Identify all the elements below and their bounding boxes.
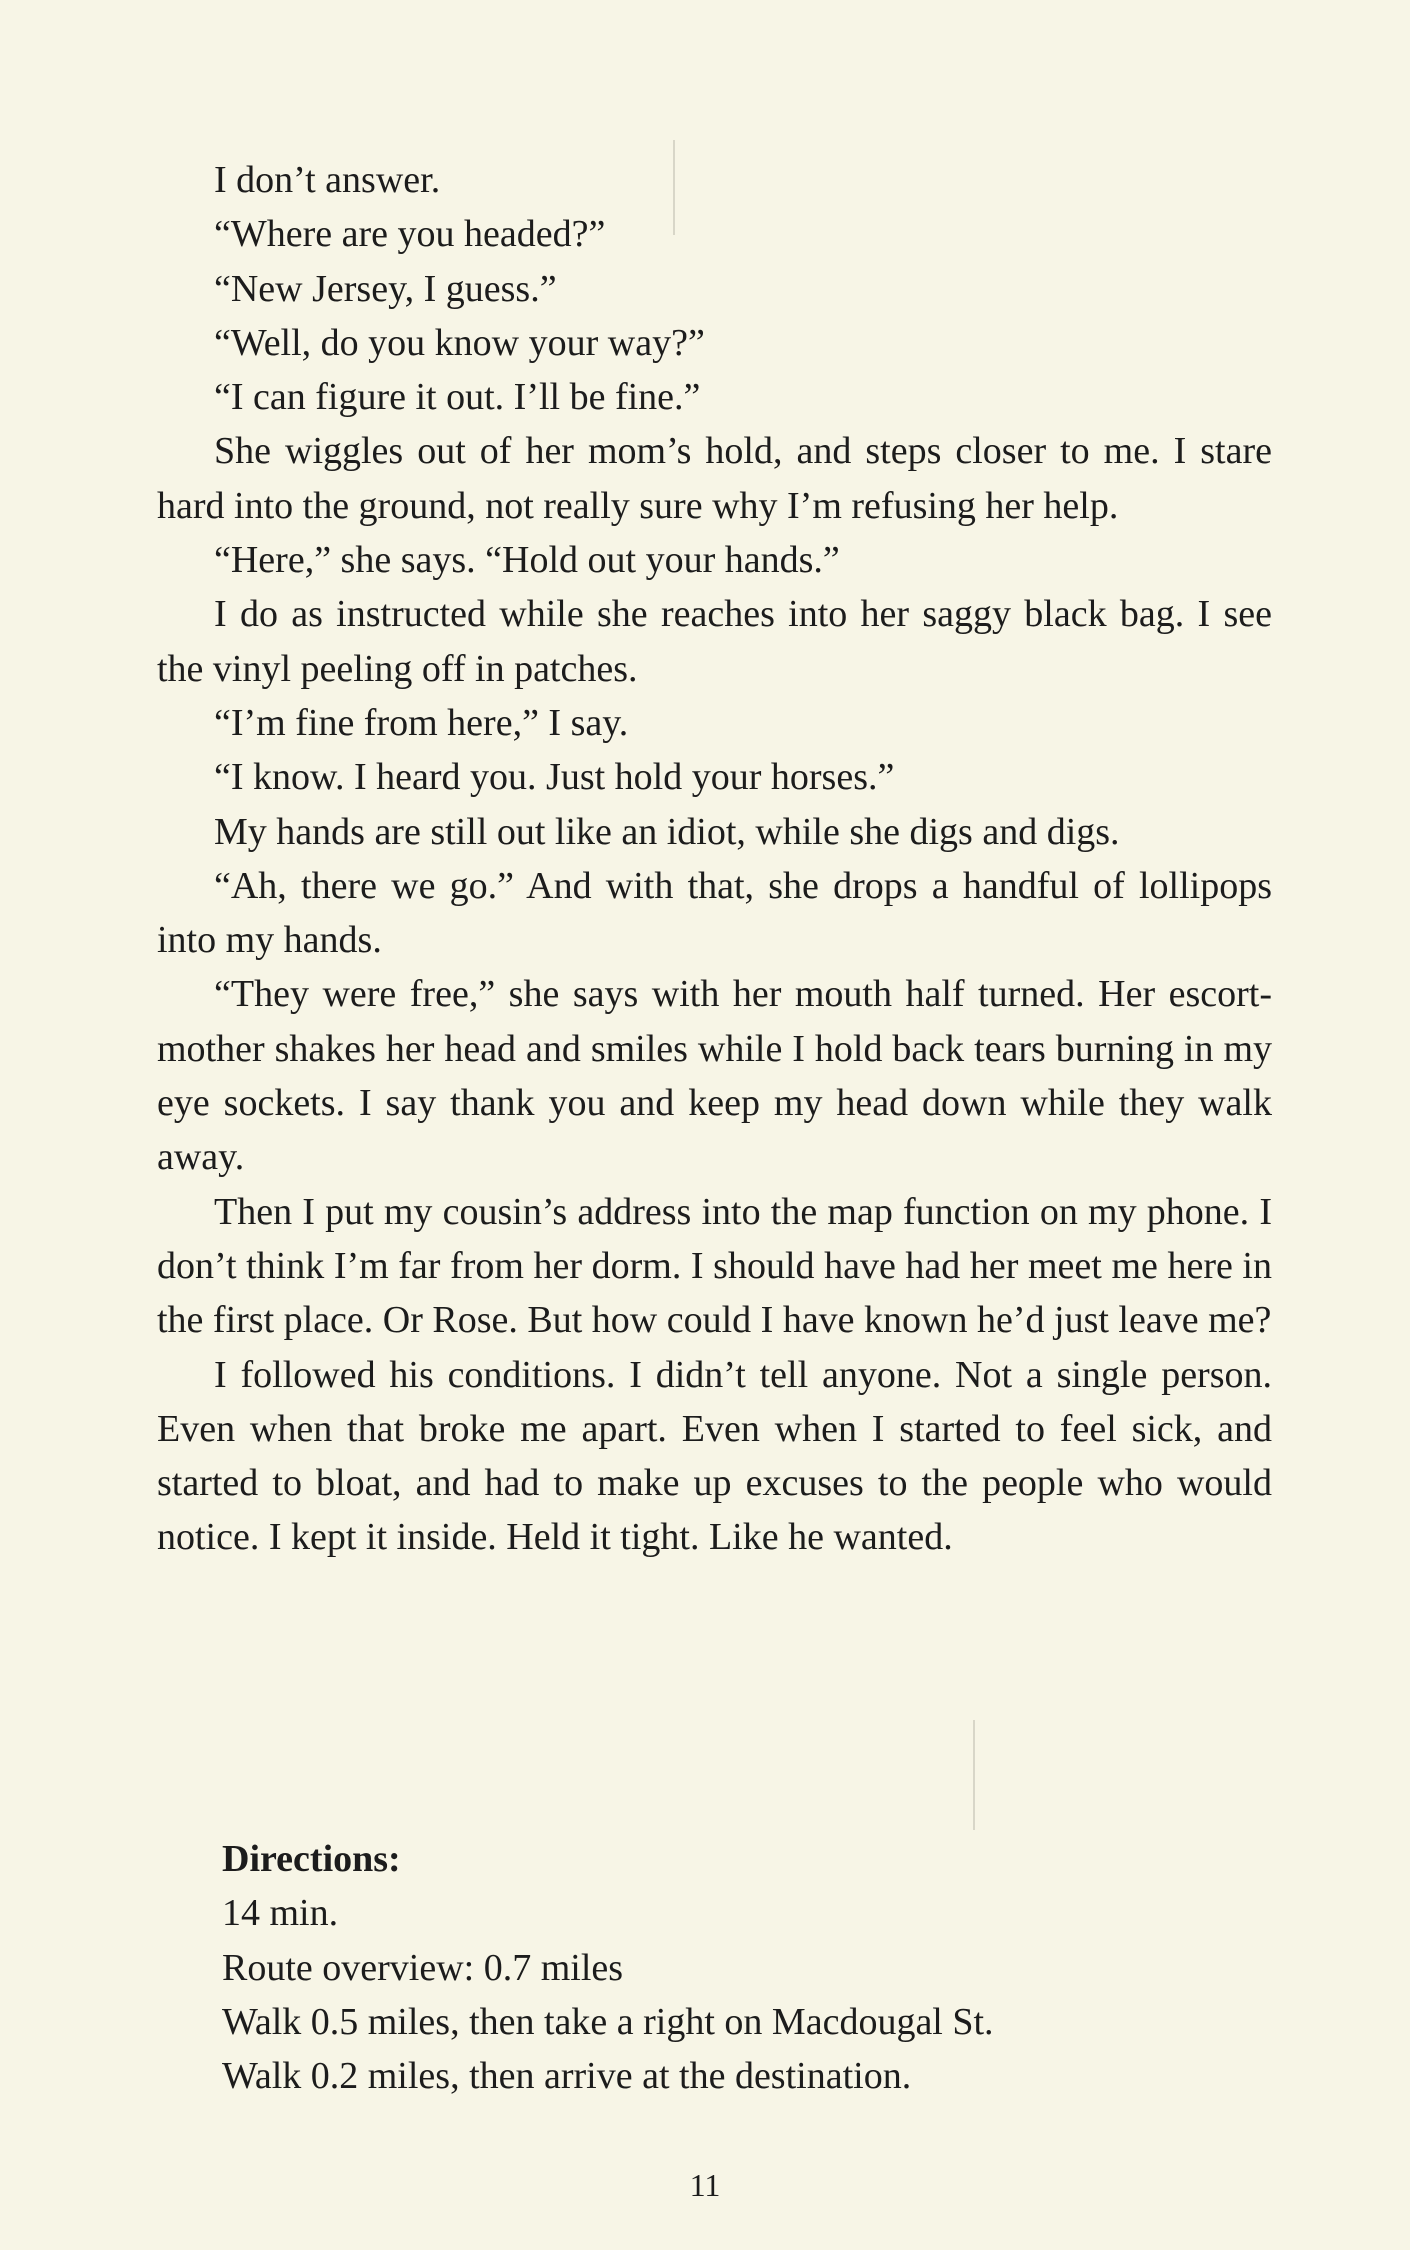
- paragraph: Then I put my cousin’s address into the map function on my phone. I don’t think I’m far from her dorm. I should have had her meet me here in the first place. Or Rose. But how could I have known he’d just leave me?: [157, 1190, 1272, 1342]
- paragraph: “I know. I heard you. Just hold your horses.”: [214, 756, 895, 799]
- route-overview: Route overview: 0.7 miles: [222, 1946, 624, 1989]
- directions-heading: Directions:: [222, 1838, 401, 1880]
- paragraph: “I can figure it out. I’ll be fine.”: [214, 376, 701, 419]
- paragraph: My hands are still out like an idiot, while she digs and digs.: [214, 810, 1120, 853]
- directions-section: [222, 1832, 1262, 2103]
- paragraph: “They were free,” she says with her mouth half turned. Her escort-mother shakes her head and smiles while I hold back tears burning in my eye sockets. I say thank you and keep my head down while they walk away.: [157, 973, 1272, 1179]
- directions-time: 14 min.: [222, 1892, 339, 1935]
- paragraph: “Where are you headed?”: [214, 213, 606, 256]
- paragraph: I followed his conditions. I didn’t tell anyone. Not a single person. Even when that broke me apart. Even when I started to feel sick, and started to bloat, and had to make up excuses to the people who would notice. I kept it inside. Held it tight. Like he wanted.: [157, 1353, 1272, 1559]
- paragraph: I don’t answer.: [214, 159, 441, 201]
- paragraph: “I’m fine from here,” I say.: [214, 701, 629, 744]
- direction-step: Walk 0.2 miles, then arrive at the destination.: [222, 2055, 912, 2098]
- paragraph: I do as instructed while she reaches into her saggy black bag. I see the vinyl peeling off in patches.: [157, 593, 1272, 690]
- paragraph: “Well, do you know your way?”: [214, 321, 705, 364]
- paragraph: “New Jersey, I guess.”: [214, 267, 557, 310]
- paragraph: “Ah, there we go.” And with that, she drops a handful of lollipops into my hands.: [157, 864, 1272, 962]
- scan-artifact-line: [973, 1720, 975, 1830]
- paragraph: “Here,” she says. “Hold out your hands.”: [214, 539, 840, 582]
- paragraph: She wiggles out of her mom’s hold, and steps closer to me. I stare hard into the ground, not really sure why I’m refusing her help.: [157, 430, 1272, 527]
- direction-step: Walk 0.5 miles, then take a right on Macdougal St.: [222, 2000, 994, 2043]
- body-text: [157, 153, 1272, 1565]
- page-number: 11: [689, 2167, 721, 2203]
